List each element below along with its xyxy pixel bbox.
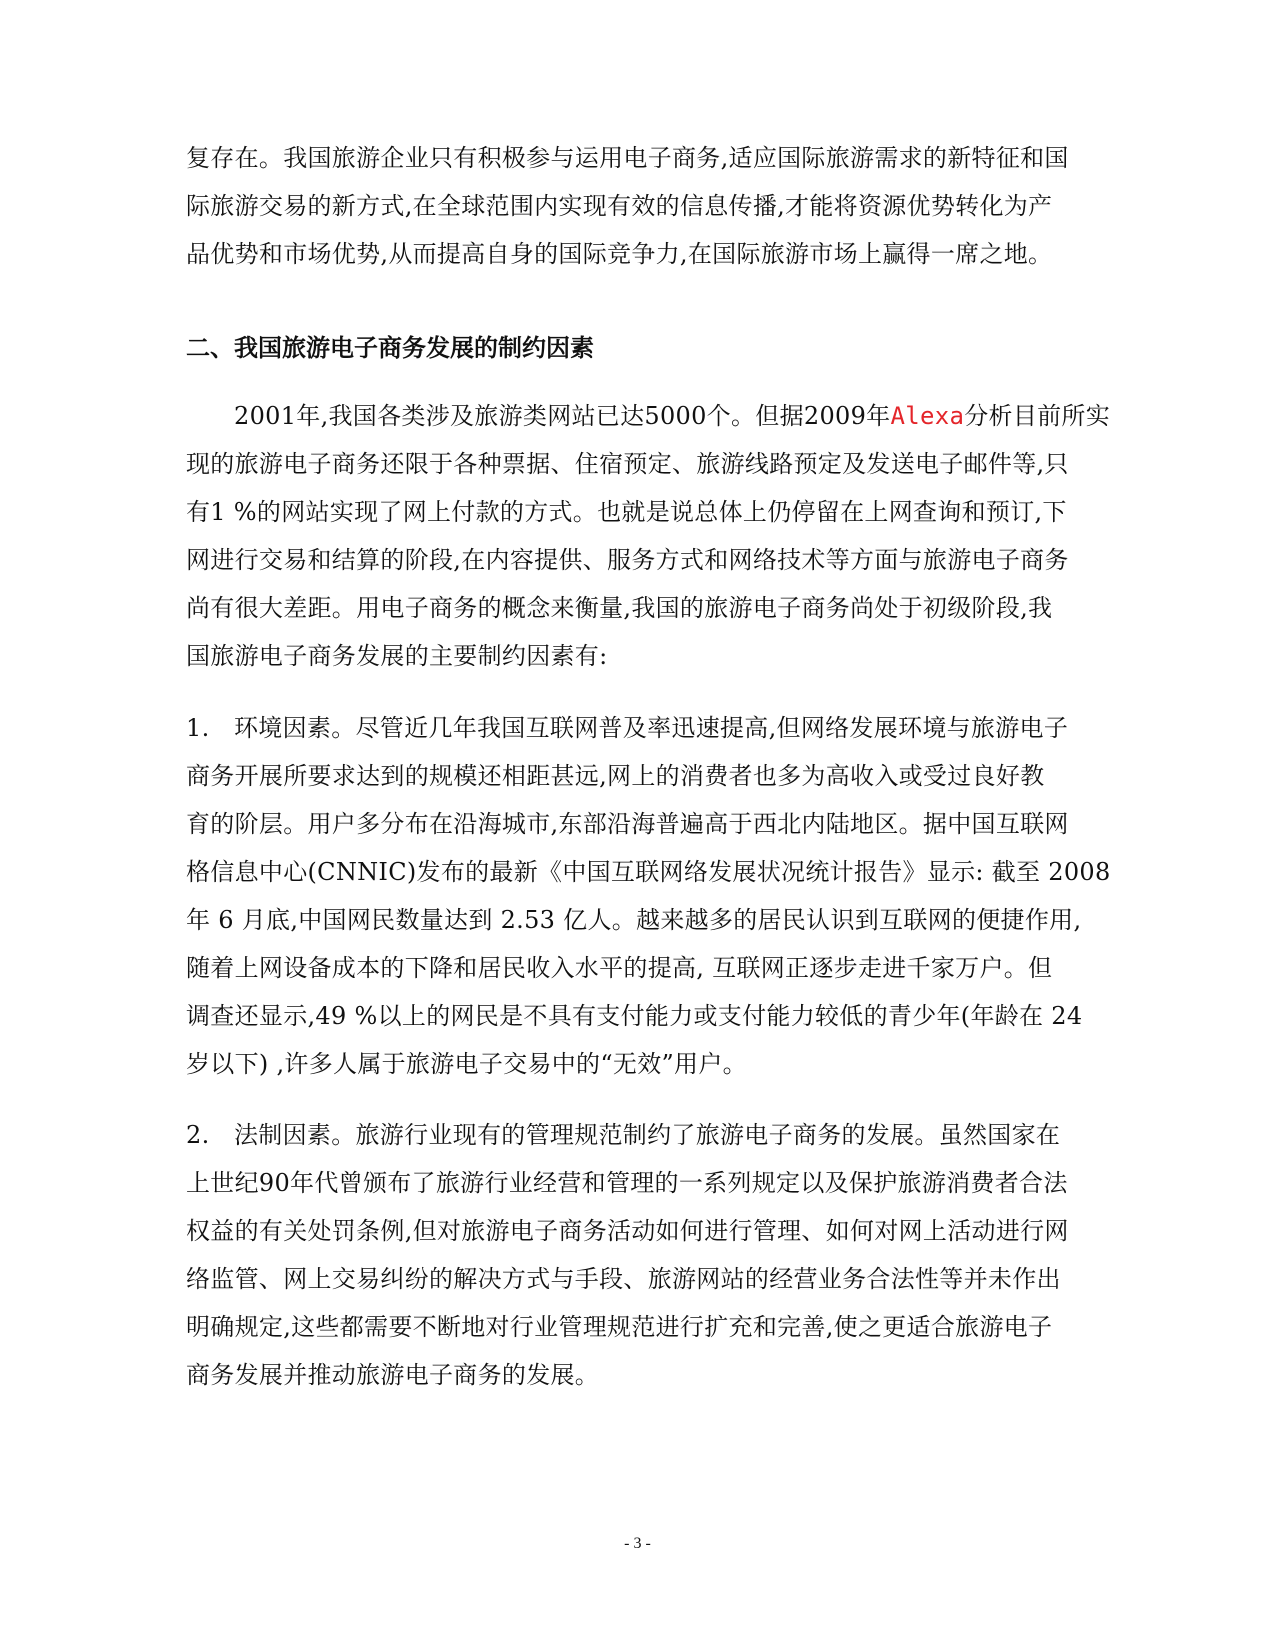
list-item-line: 调查还显示,49 %以上的网民是不具有支付能力或支付能力较低的青少年(年龄在 24 (186, 1002, 1083, 1030)
list-item-text: 环境因素。尽管近几年我国互联网普及率迅速提高,但网络发展环境与旅游电子 (234, 714, 1069, 742)
list-item-text: 法制因素。旅游行业现有的管理规范制约了旅游电子商务的发展。虽然国家在 (234, 1121, 1061, 1149)
paragraph-line: 尚有很大差距。用电子商务的概念来衡量,我国的旅游电子商务尚处于初级阶段,我 (186, 594, 1053, 622)
list-item-line: 商务开展所要求达到的规模还相距甚远,网上的消费者也多为高收入或受过良好教 (186, 762, 1045, 790)
paragraph-line: 有1 %的网站实现了网上付款的方式。也就是说总体上仍停留在上网查询和预订,下 (186, 498, 1067, 526)
intro-line: 复存在。我国旅游企业只有积极参与运用电子商务,适应国际旅游需求的新特征和国 (186, 144, 1069, 172)
paragraph-text: 分析目前所实 (964, 402, 1111, 430)
alexa-link[interactable]: Alexa (890, 402, 965, 430)
list-item-line: 随着上网设备成本的下降和居民收入水平的提高, 互联网正逐步走进千家万户。但 (186, 954, 1053, 982)
list-item-line: 格信息中心(CNNIC)发布的最新《中国互联网络发展状况统计报告》显示: 截至 2008 (186, 858, 1111, 886)
list-item-2 (186, 1111, 1086, 1399)
list-item-line: 岁以下) ,许多人属于旅游电子交易中的“无效”用户。 (186, 1050, 747, 1078)
paragraph-line: 现的旅游电子商务还限于各种票据、住宿预定、旅游线路预定及发送电子邮件等,只 (186, 450, 1069, 478)
page-number: - 3 - (624, 1535, 651, 1552)
list-number: 1. (186, 714, 210, 742)
paragraph-line: 国旅游电子商务发展的主要制约因素有: (186, 642, 608, 670)
paragraph-1 (186, 392, 1111, 680)
section-heading: 二、我国旅游电子商务发展的制约因素 (186, 334, 594, 362)
paragraph-line: 网进行交易和结算的阶段,在内容提供、服务方式和网络技术等方面与旅游电子商务 (186, 546, 1069, 574)
intro-line: 品优势和市场优势,从而提高自身的国际竞争力,在国际旅游市场上赢得一席之地。 (186, 240, 1053, 268)
list-item-first-line (186, 1111, 1086, 1159)
list-item-1 (186, 704, 1111, 1088)
intro-line: 际旅游交易的新方式,在全球范围内实现有效的信息传播,才能将资源优势转化为产 (186, 192, 1053, 220)
list-item-line: 络监管、网上交易纠纷的解决方式与手段、旅游网站的经营业务合法性等并未作出 (186, 1265, 1061, 1293)
list-number: 2. (186, 1121, 210, 1149)
list-item-line: 上世纪90年代曾颁布了旅游行业经营和管理的一系列规定以及保护旅游消费者合法 (186, 1169, 1068, 1197)
list-item-line: 商务发展并推动旅游电子商务的发展。 (186, 1361, 600, 1389)
paragraph-line (186, 392, 1111, 440)
list-item-line: 育的阶层。用户多分布在沿海城市,东部沿海普遍高于西北内陆地区。据中国互联网 (186, 810, 1069, 838)
intro-paragraph (186, 134, 1086, 278)
list-item-line: 明确规定,这些都需要不断地对行业管理规范进行扩充和完善,使之更适合旅游电子 (186, 1313, 1053, 1341)
list-item-first-line (186, 704, 1086, 752)
list-item-line: 权益的有关处罚条例,但对旅游电子商务活动如何进行管理、如何对网上活动进行网 (186, 1217, 1069, 1245)
paragraph-text: 2001年,我国各类涉及旅游类网站已达5000个。但据2009年 (234, 402, 891, 430)
list-item-line: 年 6 月底,中国网民数量达到 2.53 亿人。越来越多的居民认识到互联网的便捷作用, (186, 906, 1082, 934)
